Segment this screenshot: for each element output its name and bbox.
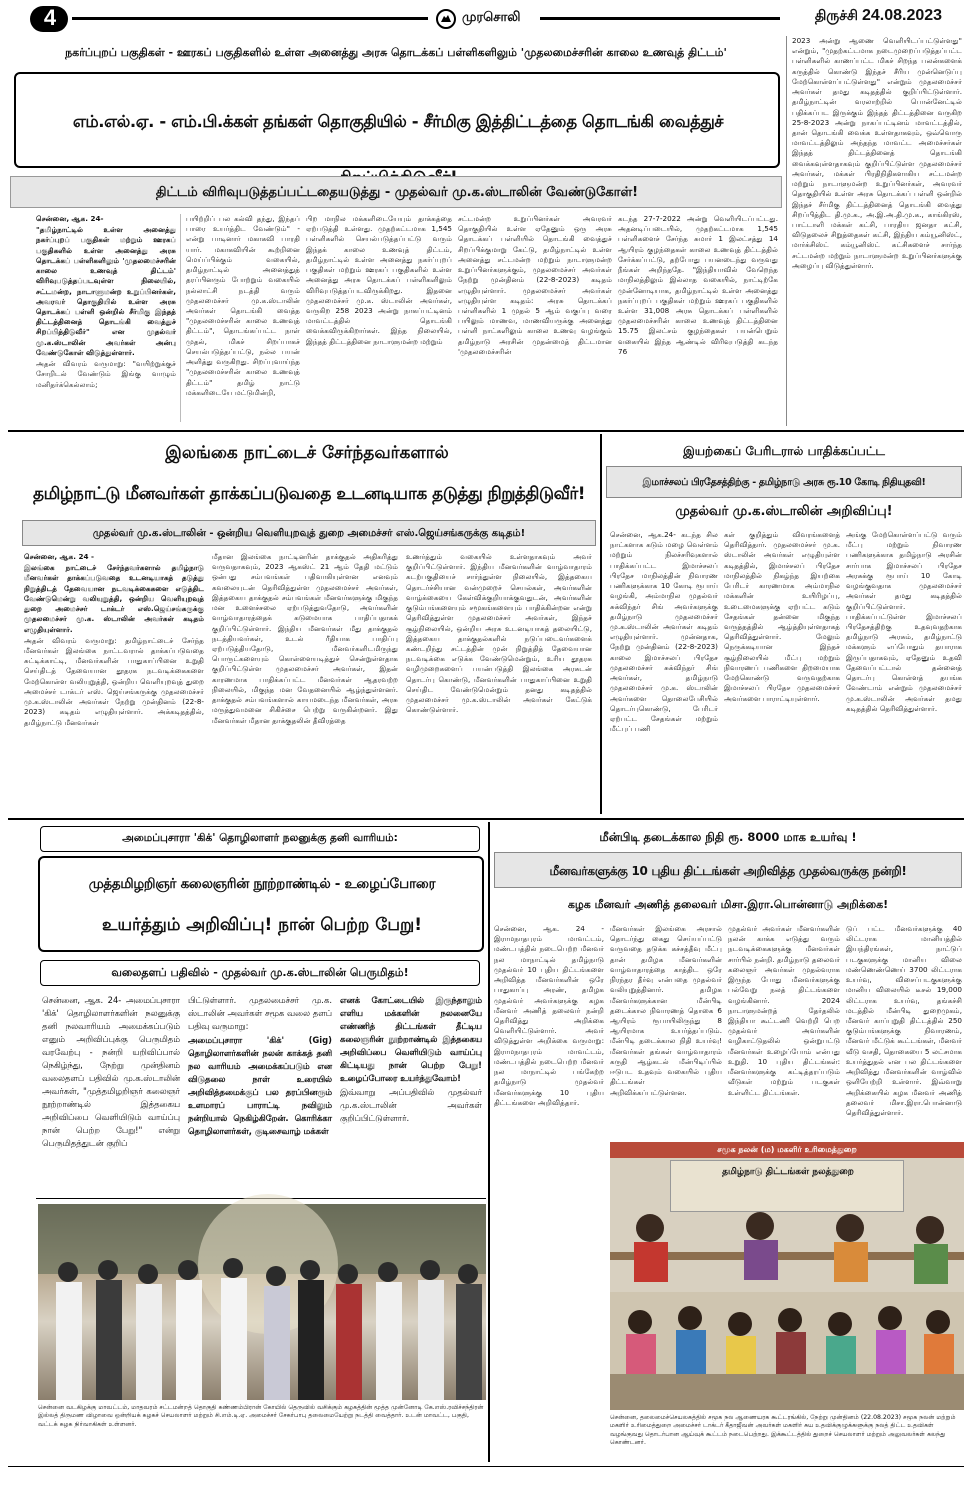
masthead-left-rule (72, 17, 428, 20)
story2-column-2 (212, 552, 398, 812)
edition-date: 24.08.2023 (862, 7, 943, 24)
story1-column-4 (458, 214, 612, 426)
story1-subhead-box (10, 176, 782, 208)
paper-name: முரசொலி (462, 10, 521, 25)
body-text: இவ்வாறு அப்பதிவில் முதல்வர் மு.க.ஸ்டாலின் அவர்கள் குறிப்பிட்டுள்ளார். (340, 1087, 482, 1124)
section-divider-1 (8, 430, 964, 432)
body-text: கள் குறித்தும் விவரங்களைத் தெரிவித்தார். முதலமைச்சர் மு.க. ஸ்டாலின் அவர்கள் எழுதியுள்ள கடிதத்தில், இமாச்சலப் பிரதேச மாநிலத்தில் நிகழ்ந்த இயற்கை பேரிடர் காரணமாக அம்மாநில மக்களின் உயிரிழப்பு, உடைமைகளுக்கு ஏற்பட்ட கடும் சேதங்கள் தன்னை மிகுந்த வருத்தத்தில் ஆழ்த்தியுள்ளதாகத் தெரிவித்துள்ளார். மேலும் நெருக்கடியான இந்தச் சூழ்நிலையில் மீட்பு மற்றும் நிவாரணப் பணிகளை திறமையாக மேற்கொண்டு வருவதற்காக இமாச்சலப் பிரதேச முதலமைச்சர் அவர்களை பாராட்டியுள்ளார். (724, 530, 840, 703)
edition-city: திருச்சி (814, 8, 858, 24)
story5-column-4 (846, 924, 962, 1138)
meeting-screen-text: தமிழ்நாடு திட்டங்கள் நலத்துறை (722, 1167, 854, 1177)
body-text: அங்கு மேற்கொள்ளப்பட்டு வரும் மீட்பு மற்றும் நிவாரண பணிகளுக்காக தமிழ்நாடு அரசின் சார்பாக இமாச்சலப் பிரதேச அரசுக்கு ரூபாய் 10 கோடி வழங்குவதாக முதலமைச்சர் அவர்கள் தமது கடிதத்தில் குறிப்பிட்டுள்ளார். பாதிக்கப்பட்டுள்ள இமாச்சலப் பிரதேசத்திற்கு உதவுவதற்காக தமிழ்நாடு அரசும், தமிழ்நாட்டு மக்களும் எப்போதும் தயாராக இருப்பதாகவும், ஏதேனும் உதவி தேவைப்பட்டால் தன்னைத் தொடர்பு கொள்ளத் தயங்க வேண்டாம் என்றும் முதலமைச்சர் மு.க.ஸ்டாலின் அவர்கள் தமது கடிதத்தில் தெரிவித்துள்ளார். (846, 530, 962, 713)
story1-headline-box (14, 72, 780, 168)
story4-headline-line-1: முத்தமிழறிஞர் கலைஞரின் நூற்றாண்டில் - உழைப்போரை (88, 876, 436, 892)
quoted-post: எனக் கோட்டையில் இருந்தாலும் எளிய மக்களின் நலனையே எண்ணித் திட்டங்கள் தீட்டிய கலைஞரின் நூற்றாண்டில் இத்தகைய அறிவிப்பை வெளியிடும் வாய்ப்பு கிட்டியது நான் பெற்ற பேறு! உழைப்போரை உயர்த்துவோம்! (340, 995, 482, 1084)
body-text: அதன் விவரம் வருமாறு: தமிழ்நாட்டைச் சேர்ந்த மீனவர்கள் இலங்கை நாட்டவரால் தாக்கப்படுவதை சுட்டிக்காட்டி, மீனவர்களின் பாதுகாப்பினை உறுதி செய்திடத் தேவையான தூதரக நடவடிக்கைகளை மேற்கொள்ள வலியுறுத்தி, ஒன்றிய வெளியுறவுத் துறை அமைச்சர் டாக்டர் எஸ். ஜெய்சங்கருக்கு முதலமைச்சர் மு.க.ஸ்டாலின் அவர்கள் நேற்று முன்தினம் (22-8-2023) கடிதம் எழுதியுள்ளார். அக்கடிதத்தில், தமிழ்நாட்டு மீனவர்கள் (24, 635, 204, 727)
story4-headline-box (38, 856, 484, 952)
sidebar-column (792, 36, 962, 426)
masthead (8, 4, 964, 34)
dateline: சென்னை, ஆக. 24- (36, 214, 104, 223)
body-text: பிற மாநில மக்களிடையேயும் தாக்கத்தை ஏற்படுத்தி உள்ளது. முதற்கட்டமாக 1,545 பள்ளிகளில் செயல்படுத்தப்பட்டு வரும் இந்தக் காலை உணவுத் திட்டம், தமிழ்நாட்டில் உள்ள அனைத்து நகர்ப்புறப் பகுதிகள் மற்றும் ஊரகப் பகுதிகளில் உள்ள அனைத்து அரசு தொடக்கப் பள்ளிகளிலும் விரிவுபடுத்தப்படவிருக்கிறது. இதனை முதலமைச்சர் மு.க. ஸ்டாலின் அவர்கள், வருகிற 258 2023 அன்று நாகப்பட்டினம் மாவட்டத்தில் தொடங்கி வைக்கவிருக்கிறார்கள். இந்த நிலையில், இந்தத் திட்டத்தினை நாடாளுமன்ற மற்றும் (306, 214, 452, 346)
story4-column-2 (188, 994, 332, 1194)
meeting-photo-caption: சென்னை, தலைமைச்செயலகத்தில் சமூக நல ஆணையரக கூட்டரங்கில், நேற்று முன்தினம் (22.08.2023) சமூக நலன் மற்றும் மகளிர் உரிமைத்துறை அமைச்சர் டாக்டர் கீதாஜீவன் அவர்கள் மகளிர் சுய உதவிக்குழுக்களுக்கு நலத் திட்ட உதவிகள் வழங்குவது தொடர்பான ஆய்வுக் கூட்டம் நடைபெற்றது. இக்கூட்டத்தில் துறைச் செயலாளர் மற்றும் அலுவலர்கள் கலந்து கொண்டனர். (610, 1414, 956, 1447)
story3-headline-box (606, 466, 962, 498)
story4-column-1 (42, 994, 180, 1194)
column-divider (180, 214, 181, 422)
story1-kicker: நகர்ப்புறப் பகுதிகள் - ஊரகப் பகுதிகளில் உள்ள அனைத்து அரசு தொடக்கப் பள்ளிகளிலும் 'முதலமைச்சரின் காலை உணவுத் திட்டம்' (65, 46, 727, 59)
story1-column-1 (36, 214, 176, 426)
body-text: பயிற்றிப் பல கல்வி தந்து, இந்தப் பாரை உயர்த்திட வேண்டும்" - என்று பாடினார் மகாகவி பாரதி யார். மகாகவியின் கூற்றினை மெய்ப்பிக்கும் வகையில், தமிழ்நாட்டில் அனைத்துத் தரப்பினரும் போற்றும் வகையில் நல்லாட்சி நடத்தி வரும் முதலமைச்சர் மு.க.ஸ்டாலின் அவர்கள் தொடங்கி வைத்த "முதலமைச்சரின் காலை உணவுத் திட்டம்", தொடங்கப்பட்ட நாள் முதல், மிகச் சிறப்பாகச் செயல்படுத்தப்பட்டு, நல்ல பயன் அளித்து வருகிறது. சிறப்புவாய்ந்த "முதலமைச்சரின் காலை உணவுத் திட்டம்" தமிழ் நாட்டு மக்களிடையே மட்டுமின்றி, (186, 214, 300, 397)
body-text: 2023 அன்று ஆணை வெளியிடப்பட்டுள்ளது" என்றும், "முதற்கட்டமாக நடைமுறைப்படுத்தப்பட்ட பள்ளிகளில் காணப்பட்ட மிகச் சிறந்த பலன்களைக் கருத்தில் கொண்டு இந்தச் சீரிய முன்னெடுப்பு மேற்கொள்ளப்பட்டுள்ளது" என்றும் முதலமைச்சர் அவர்கள் தமது கடிதத்தில் குறிப்பிட்டுள்ளார். தமிழ்நாட்டின் வரலாற்றில் பொன்னேட்டில் பதிக்கப்பட இருக்கும் இந்தத் திட்டத்தினை வருகிற 25-8-2023 அன்று நாகப்பட்டினம் மாவட்டத்தில், தான் தொடங்கி வைக்க உள்ளதாகவும், ஒவ்வொரு மாவட்டத்திலும் அந்தந்த மாவட்ட அமைச்சர்கள் இந்தத் திட்டத்தினைத் தொடங்கி வைக்கவுள்ளதாகவும் குறிப்பிட்டுள்ள முதலமைச்சர் அவர்கள், மக்கள் பிரதிநிதிகளாகிய சட்டமன்ற மற்றும் நாடாளுமன்ற உறுப்பினர்கள், அவரவர் தொகுதியில் உள்ள அரசு தொடக்கப் பள்ளி ஒன்றில் இந்தச் சீர்மிகு திட்டத்தினைத் தொடங்கி வைத்து சிறப்பித்திட தி.மு.க., அ.இ.அ.தி.மு.க., காங்கிரஸ், பாட்டாளி மக்கள் கட்சி, பாரதிய ஜனதா கட்சி, விடுதலைச் சிறுத்தைகள் கட்சி, இந்திய கம்யூனிஸ்ட், மார்க்சிஸ்ட் கம்யூனிஸ்ட் கட்சிகளைச் சார்ந்த சட்டமன்ற மற்றும் நாடாளுமன்ற உறுப்பினர்களுக்கு அழைப்பு விடுத்துள்ளார். (792, 36, 962, 270)
page-bottom-rule (8, 1466, 964, 1467)
story1-subhead: திட்டம் விரிவுபடுத்தப்பட்டதையடுத்து - முதல்வர் மு.க.ஸ்டாலின் வேண்டுகோள்! (155, 185, 639, 200)
wedding-photo-scene (38, 1204, 486, 1400)
story2-kicker: இலங்கை நாட்டைச் சேர்ந்தவர்களால் (165, 443, 449, 463)
story3-column-3 (846, 530, 962, 812)
story5-column-1 (494, 924, 604, 1454)
story4-subhead-box (40, 960, 480, 986)
story5-kicker: மீன்பிடி தடைக்கால நிதி ரூ. 8000 மாக உயர்வு ! (599, 830, 857, 844)
body-text: சென்னை, ஆக. 24 - இராமநாதபுரம் மாவட்டம், மண்டபத்தில் நடைபெற்ற மீனவர் நல மாநாட்டில் தமிழ்நாடு முதல்வர் 10 புதிய திட்டங்களை அறிவித்த மீனவர்களின் ஒரே பாதுகாப்பு அரண், தமிழக முதல்வர் அவர்களுக்கு கழக மீனவர் அணித் தலைவர் நன்றி தெரிவித்து அறிக்கை வெளியிட்டுள்ளார். அவர் விடுத்துள்ள அறிக்கை வருமாறு: இராமநாதபுரம் மாவட்டம், மண்டபத்தில் நடைபெற்ற மீனவர் நல மாநாட்டில் பங்கேற்ற தமிழ்நாடு முதல்வர் மீனவர்களுக்கு 10 புதிய திட்டங்களை அறிவித்தார். (494, 924, 604, 1107)
story3-kicker: இயற்கைப் பேரிடரால் பாதிக்கப்பட்ட (683, 444, 885, 458)
story4-kicker: அமைப்புசாரா 'கிக்' தொழிலாளர் நலனுக்கு தனி வாரியம்: (122, 832, 398, 844)
body-text: அதன் விவரம் வருமாறு: "வயிற்றுக்குச் சோறிடல் வேண்டும் இங்கு வாழும் மனிதர்க்கெல்லாம்; (36, 359, 176, 389)
meeting-banner: சமூக நலன் (ம) மகளிர் உரிமைத்துறை (610, 1142, 964, 1158)
story2-subhead: முதல்வர் மு.க.ஸ்டாலின் - ஒன்றிய வெளியுறவுத் துறை அமைச்சர் எஸ்.ஜெய்சங்கருக்கு கடிதம்! (92, 528, 526, 539)
story2-column-3 (406, 552, 592, 812)
body-text: சட்டமன்ற உறுப்பினர்கள் அவரவர் தொகுதியில் உள்ள ஏதேனும் ஒரு அரசு தொடக்கப் பள்ளியில் தொடங்கி வைத்துச் சிறப்பிக்குமாறு கேட்டு, தமிழ்நாட்டில் உள்ள அனைத்து சட்டமன்ற மற்றும் நாடாளுமன்ற உறுப்பினர்களுக்கும், முதலமைச்சர் அவர்கள் நேற்று முன்தினம் (22-8-2023) கடிதம் எழுதியுள்ளார். முதலமைச்சர் அவர்கள் எழுதியுள்ள கடிதம்: அரசு தொடக்கப் பள்ளிகளில் 1 முதல் 5 ஆம் வகுப்பு வரை பயிலும் மாணவ, மாணவியருக்கு அனைத்து பள்ளி நாட்களிலும் காலை உணவு வழங்கும் தமிழ்நாடு அரசின் முதன்மைத் திட்டமான 'முதலமைச்சரின் (458, 214, 612, 356)
story1-headline: எம்.எல்.ஏ. - எம்.பி.க்கள் தங்கள் தொகுதியில் - சீர்மிகு இத்திட்டத்தை தொடங்கி வைத்துச் (72, 112, 724, 131)
story5-column-2 (610, 924, 722, 1138)
body-text: டுப் பட்ட மீனவர்களுக்கு 40 லிட்டராக மானியத்தில் இயந்திரங்கள், நாட்டுப் படகுகளுக்கு மானிய விலை மண்ணெண்ணெய் 3700 லிட்டராக உயர்வு, விசைப்படகுகளுக்கு மானிய விலையில் டீசல் 19,000 லிட்டராக உயர்வு, தங்கச்சி மடத்தில் மீன்பிடி துறைமுகம், மீனவர் காப்புறுதி திட்டத்தில் 250 குடும்பங்களுக்கு நிவாரணம், மீனவர் மீட்டுக் கூட்டங்கள், மீனவர் வீடு வசதி, தொகையை 5 லட்சமாக உயர்த்துதல் என பல திட்டங்களை அறிவித்து மீனவர்களின் வாழ்வில் ஒளியேற்றி உள்ளார். இவ்வாறு அறிக்கையில் கழக மீனவர் அணித் தலைவர் மிசா.இரா.பொன்னாடு தெரிவித்துள்ளார். (846, 924, 962, 1117)
story3-headline: இமாச்சலப் பிரதேசத்திற்கு - தமிழ்நாடு அரசு ரூ.10 கோடி நிதியுதவி! (642, 477, 926, 488)
story3-column-1 (610, 530, 718, 812)
lead-paragraph: இலங்கை நாட்டைச் சேர்ந்தவர்களால் தமிழ்நாடு மீனவர்கள் தாக்கப்படுவதை உடனடியாகத் தடுத்து நிறுத்திடத் தேவையான நடவடிக்கைகளை எடுத்திட வேண்டுமென்று வலியுறுத்தி, ஒன்றிய வெளியுறவுத் துறை அமைச்சர் டாக்டர் எஸ்.ஜெய்சங்கருக்கு முதலமைச்சர் மு.க. ஸ்டாலின் அவர்கள் கடிதம் எழுதியுள்ளார். (24, 563, 204, 634)
body-text: மீனவர்கள் இலங்கை அரசால் தொடர்ந்து கைது செய்யப்பட்டு வருவதை தடுக்க கச்சத்தீவு மீட்பு தான் தமிழக மீனவர்களின் வாழ்வாதாரத்தை காத்திட ஒரே நிரந்தர தீர்வு என்பதை முதல்வர் வலியுறுத்தினார். தமிழக மீனவர்களுக்கான மீன்பிடி தடைக்கால நிவாரணத் தொகை 6 ஆயிரம் ரூபாயிலிருந்து 8 ஆயிரமாக உயர்த்தப்படும். மீன்பிடி தடைக்கால நிதி உயர்வு! மீனவர்கள் தங்கள் வாழ்வாதாரம் கருதி ஆழ்கடல் மீன்பிடிப்பில் ஈடுபட உதவும் வகையில் புதிய திட்டங்கள் அறிவிக்கப்பட்டுள்ளன. (610, 924, 722, 1097)
meeting-photo-scene (610, 1142, 964, 1410)
masthead-right-rule (540, 17, 780, 20)
meeting-photo (610, 1142, 964, 1410)
story5-divider (488, 822, 490, 1462)
story4-headline-line-2: உயர்த்தும் அறிவிப்பு! நான் பெற்ற பேறு! (102, 915, 422, 935)
body-text: கடந்த 27-7-2022 அன்று வெளியிடப்பட்டது. அதனடிப்படையில், முதற்கட்டமாக 1,545 பள்ளிகளைச் சேர்ந்த சுமார் 1 இலட்சத்து 14 ஆயிரம் குழந்தைகள் காலை உணவுத் திட்டத்தில் சேர்க்கப்பட்டு, தற்போது பயனடைந்து வருவது நீங்கள் அறிந்ததே. "இந்தியாவில் வேறெந்த மாநிலத்திலும் இல்லாத வகையில், நாட்டிற்கே முன்னோடியாக, தமிழ்நாட்டில் உள்ள அனைத்து நகர்ப்புறப் பகுதிகள் மற்றும் ஊரகப் பகுதிகளில் உள்ள 31,008 அரசு தொடக்கப் பள்ளிகளில் முதலமைச்சரின் காலை உணவுத் திட்டத்தினை 15.75 இலட்சம் குழந்தைகள் பயன்பெறும் வகையில் இந்த ஆண்டில் விரிவுபடுத்தி கடந்த 76 (618, 214, 778, 356)
story4-kicker-box (40, 826, 480, 852)
story1-column-3 (306, 214, 452, 426)
story5-headline-box (494, 852, 962, 888)
story4-column-3 (340, 994, 482, 1194)
story2-headline: தமிழ்நாட்டு மீனவர்கள் தாக்கப்படுவதை உடனடியாக தடுத்து நிறுத்திடுவீர்! (33, 484, 585, 504)
wedding-photo (38, 1204, 486, 1400)
body-text: சென்னை, ஆக. 24- அமைப்புசாரா 'கிக்' தொழிலாளர்களின் நலனுக்கு தனி நலவாரியம் அமைக்கப்படும் எனும் அறிவிப்புக்கு பெருமிதம் வரவேற்பு - நன்றி யறிவிப்பால் நெகிழ்ந்து, நேற்று முன்தினம் வலைதளப் பதிவில் மு.க.ஸ்டாலின் அவர்கள், "முத்தமிழறிஞர் கலைஞர் நூற்றாண்டில் இத்தகைய அறிவிப்பை வெளியிடும் வாய்ப்பு நான் பெற்ற பேறு!" என்று பெருமிதத்துடன் குறிப் (42, 995, 180, 1149)
body-text: சென்னை, ஆக.24- கடந்த சில நாட்களாக கடும் மழை வெள்ளம் மற்றும் நிலச்சரிவுகளால் பாதிக்கப்பட்ட இமாச்சலப் பிரதேச மாநிலத்தின் நிவாரண பணிகளுக்காக 10 கோடி ரூபாய் வழங்கி, அம்மாநில முதல்வர் சுக்விந்தர் சிங் அவர்களுக்கு தமிழ்நாடு முதலமைச்சர் மு.க.ஸ்டாலின் அவர்கள் கடிதம் எழுதியுள்ளார். முன்னதாக, நேற்று முன்தினம் (22-8-2023) காலை இமாச்சலப் பிரதேச முதலமைச்சர் சுக்விந்தர் சிங் அவர்கள், தமிழ்நாடு முதலமைச்சர் மு.க. ஸ்டாலின் அவர்களை தொலைபேசியில் தொடர்புகொண்டு, பேரிடர் ஏற்பட்ட சேதங்கள் மற்றும் மீட்புப் பணி (610, 530, 718, 734)
wedding-photo-caption: சென்னை வடகிழக்கு மாவட்டம், மாதவரம் சட்டமன்றத் தொகுதி கண்ணம்பிரான் கோயில் தெருவில் வசிக்கும் கழகத்தின் மூத்த முன்னோடி கே.எஸ்.ரவிச்சந்திரன் இல்லத் திருமண விழாவை ஒன்றியக் கழகச் செயலாளர் மற்றும் சி.எம்.டி.ஏ. அமைச்சர் சேகர்பாபு தலைமையேற்று நடத்தி வைத்தார். உடன் மாவட்ட, பகுதி, வட்டக் கழக நிர்வாகிகள் உள்ளனர். (38, 1404, 484, 1428)
quoted-post: அமைப்புசாரா 'கிக்' (Gig) தொழிலாளர்களின் நலன் காக்கத் தனி நல வாரியம் அமைக்கப்படும் என விடுதலை நாள் உரையில் அறிவித்தமைக்குப் பல தரப்பினரும் உளமாரப் பாராட்டி நவிலும் நன்றியால் நெகிழ்கிறேன். கொரிக்கா தொழிலாளர்கள், குடிசைவாழ் மக்கள் (188, 1035, 332, 1137)
lead-paragraph: "தமிழ்நாட்டில் உள்ள அனைத்து நகர்ப்புறப் பகுதிகள் மற்றும் ஊரகப் பகுதிகளில் உள்ள அனைத்து அரசு தொடக்கப் பள்ளிகளிலும் 'முதலமைச்சரின் காலை உணவுத் திட்டம்' விரிவுபடுத்தப்படவுள்ள நிலையில், சட்டமன்ற, நாடாளுமன்ற உறுப்பினர்கள், அவரவர் தொகுதியில் உள்ள அரசு தொடக்கப் பள்ளி ஒன்றில் சீர்மிகு இந்தத் திட்டத்தினைத் தொடங்கி வைத்துச் சிறப்பித்திடுவீர்" என முதல்வர் மு.க.ஸ்டாலின் அவர்கள் அன்பு வேண்டுகோள் விடுத்துள்ளார். (36, 225, 176, 357)
story1-column-2 (186, 214, 300, 426)
page-number: 4 (43, 5, 57, 30)
story5-column-3 (728, 924, 840, 1138)
body-text: பிட்டுள்ளார். முதலமைச்சர் மு.க. ஸ்டாலின் அவர்கள் சமூக வலை தளப் பதிவு வருமாறு: (188, 995, 332, 1032)
body-text: மீதான இலங்கை நாட்டினரின் தாக்குதல் அதிகரித்து வருவதாகவும், 2023 ஆகஸ்ட் 21 ஆம் தேதி மட்டும் ஒன்பது சம்பவங்கள் பதிவாகியுள்ளன எனவும் கவலையுடன் தெரிவித்துள்ள முதலமைச்சர் அவர்கள், இத்தகைய தாக்குதல் சம்பவங்கள் மீனவர்களுக்கு மிகுந்த மன உளைச்சலை ஏற்படுத்துவதோடு, அவர்களின் வாழ்வாதாரத்தைக் கடுமையாக பாதிப்பதாகக் குறிப்பிட்டுள்ளார். இந்திய மீனவர்கள் மீது தாக்குதல் நடத்தியவர்கள், உடல் ரீதியாக பாதிப்பு ஏற்படுத்தியதோடு, மீனவர்களிடமிருந்து பொருட்களையும் கொள்ளையடித்துச் சென்றுள்ளதாக குறிப்பிட்டுள்ள முதலமைச்சர் அவர்கள், இதன் காரணமாக பாதிக்கப்பட்ட மீனவர்கள் ஆதரவற்ற நிலையில், மிகுந்த மன வேதனையில் ஆழ்ந்துள்ளனர். தாக்குதல் சம்பவங்களால் காயமடைந்த மீனவர்கள், அரசு மருத்துவமனை சிகிச்சை பெற்று வருகின்றனர். இது மீனவர்கள் மீதான தாக்குதலின் தீவிரத்தை (212, 552, 398, 725)
story5-subhead: கழக மீனவர் அணித் தலைவர் மிசா.இரா.பொன்னாடு அறிக்கை! (567, 898, 889, 911)
story1-column-5 (618, 214, 778, 426)
paper-logo-icon (436, 9, 456, 29)
body-text: முதல்வர் அவர்கள் மீனவர்களின் நலன் காக்க எடுத்து வரும் நடவடிக்கைகளுக்கு மீனவர்கள் சார்பில் நன்றி. தமிழ்நாடு தலைவர் கலைஞர் அவர்கள் முதல்வராக இருந்த போது மீனவர்களுக்கு பல்வேறு நலத் திட்டங்களை வழங்கினார். 2024 நாடாளுமன்றத் தேர்தலில் இந்தியா கூட்டணி வெற்றி பெற முதல்வர் அவர்களின் வழிகாட்டுதலில் ஒன்றுபட்டு மீனவர்கள் உழைப்போம் என்பது உறுதி. 10 புதிய திட்டங்கள்: மீனவர்களுக்கு கட்டித்தரப்படும் வீடுகள் மற்றும் படகுகள் உள்ளிட்ட திட்டங்கள். (728, 924, 840, 1097)
story4-subhead: வலைதளப் பதிவில் - முதல்வர் மு.க.ஸ்டாலின் பெருமிதம்! (111, 966, 409, 979)
sidebar-divider (786, 36, 787, 426)
story5-headline: மீனவர்களுக்கு 10 புதிய திட்டங்கள் அறிவித்த முதல்வருக்கு நன்றி! (549, 864, 907, 878)
body-text: உணர்த்தும் வகையில் உள்ளதாகவும் அவர் குறிப்பிட்டுள்ளார். இந்திய மீனவர்களின் வாழ்வாதாரம் கடற்பகுதியைச் சார்ந்துள்ள நிலையில், இத்தகைய தொடர்ச்சியான வன்முறைச் செயல்கள், அவர்களின் வாழ்க்கையை கேள்விக்குறியாக்குவதுடன், அவர்களின் குடும்பங்களையும் சமூகங்களையும் பாதிக்கின்றன என்று தெரிவித்துள்ள முதலமைச்சர் அவர்கள், இந்தச் சூழ்நிலையில், ஒன்றிய அரசு உடனடியாகத் தலையிட்டு, இத்தகைய தாக்குதல்களில் நடுப்படைவர்களைக் கண்டறிந்து சட்டத்தின் முன் நிறுத்தித் தேவையான நடவடிக்கை எடுக்க வேண்டுமென்றும், உரிய தூதரக வழிமுறைகளைப் பயன்படுத்தி இலங்கை அரசுடன் தொடர்பு கொண்டு, மீனவர்களின் பாதுகாப்பினை உறுதி செய்திட வேண்டுமென்றும் தனது கடிதத்தில் முதலமைச்சர் மு.க.ஸ்டாலின் அவர்கள் கேட்டுக் கொண்டுள்ளார். (406, 552, 592, 715)
story3-divider (600, 434, 602, 814)
story2-column-1 (24, 552, 204, 812)
story3-column-2 (724, 530, 840, 812)
story2-subhead-box (22, 520, 596, 546)
dateline: சென்னை, ஆக. 24 - (24, 552, 94, 561)
section-divider-2 (8, 818, 964, 820)
story3-subhead: முதல்வர் மு.க.ஸ்டாலின் அறிவிப்பு! (675, 504, 893, 519)
